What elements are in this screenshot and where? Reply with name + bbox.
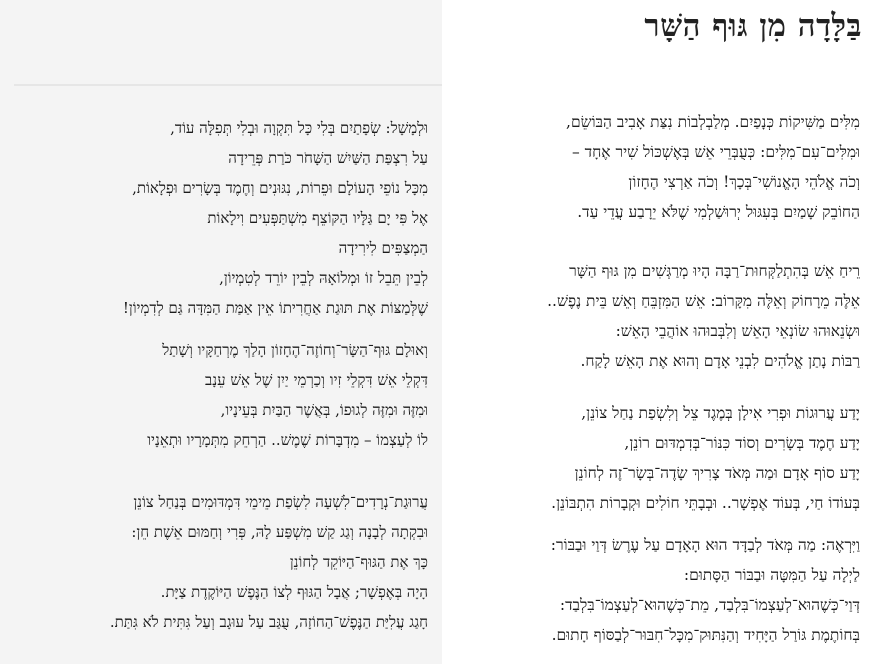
poem-line: לַיְלָה עַל הַמִּטָּה וּבַבּוֹר הַסָּתוּם: [683,566,860,584]
left-stanza-3 [4,487,428,637]
poem-line: עַל רִצְפַּת הַשַּׁיִשׁ הַשָּׁחֹר כֹּרַת פְּרֵידָה [228,149,428,167]
poem-line: וְכֹה אֱלֹהֵי הָאֱנוֹשִׁי־בְּכָךְ! וְכֹה אַרְצִי הֶחָזוֹן [628,173,860,191]
poem-line: בְּעוֹדוֹ חַי, בְּעוֹד אֶפְשָׁר.. וּבְבָתֵּי חוֹלִים וּקְבָרוֹת הִתְבּוֹנֵן. [551,494,860,512]
poem-line: וַיִּרְאֶה: מַה מְּאֹד לְבַדָּד הוּא הָאָדָם עַל עֶרֶשׂ דְּוַי וּבַבּוֹר: [550,536,860,554]
poem-line: לוֹ לְעַצְמוֹ – מִדְבָּרוֹת שֶׁמֶשׁ.. הַרְחֵק מִתְּמָרָיו וּתְאֵנָיו [147,431,428,449]
left-stanza-1 [4,113,428,323]
poem-line: רֵיחַ אֵשׁ בְּהִתְלַקְּחוּת־רַבָּה הָיוּ מְרַגְּשִׁים מִן גּוּף הַשָּׁר [569,262,860,280]
poem-line: יָדַע עֲרוּגוֹת וּפְרִי אִילָן בְּמֶגֶד צֵל וְלִשְׂפַת נַחַל צוֹנֵן, [581,404,860,422]
poem-line: חָגַג עֲלִיַּת הַנֶּפֶשׁ־הַחוֹזָה, עֻגַּב עַל עוּגָב וְעַל גִּתִּית לֹא גִּתַּת. [109,613,428,631]
poem-line: יָדַע סוֹף אָדָם וּמַה מְּאֹד צָרִיךְ שָׂדֶה־בְּשָׂר־זֶה לְחוֹנֵן [574,464,860,482]
poem-line: עֲרוּגַת־נְרָדִים־לִשְׁעָה לִשְׂפַת מֵימֵי דִּמְדּוּמִים בְּנַחַל צוֹנֵן [133,493,428,511]
poem-line: רַבּוֹת נָתַן אֱלֹהִים לִבְנֵי אָדָם וְהוּא אֶת הָאֵשׁ לָקַח. [580,352,860,370]
poem-title: בַּלָּדָה מִן גּוּף הַשָּׁר [644,8,862,44]
poem-line: וּבִקְתָה לְבָנָה וְגַג קַשׁ מִשְׁפַּע לָהּ, פְּרִי וְחַמּוּם אֵשֶׁת חֵן: [131,523,428,541]
poem-line: שֶׁלְּמַצּוֹת אֶת תּוּגַת אַחֲרִיתוֹ אֵין אַמַּת הַמִּדָּה גַּם לְדִמְיוֹן! [122,299,428,317]
poem-line: מִכָּל נוֹפֵי הָעוֹלָם וּפֵרוֹת, נִגּוּנִים וְחֶמֶד בְּשָׂרִים וּפְלָאוֹת, [132,179,428,197]
left-stanza-2 [4,335,428,455]
right-column [442,0,884,664]
poem-line: אֶל פִּי יָם גַּלָּיו הַקּוֹצֵף מִשְׁתַּפְּעִים וִילָאוֹת [207,209,428,227]
poem-line: מִלִּים מַשִּׁיקוֹת כְּנָפַיִם. מְלַבְלְבוֹת נִצַּת אָבִיב הַבּוֹשֵׂם, [566,113,860,131]
poem-line: וּלְמָשָׁל: שְׂפָתַיִם בְּלִי כָּל תִּקְוָה וּבְלִי תְּפִלָּה עוֹד, [170,119,428,137]
poem-line: וּמִזֶּה וּמִזֶּה לְגוּפוֹ, בְּאֲשֶׁר הַבַּיִת בְּעֵינָיו, [220,401,428,419]
poem-line: הָיָה בְּאֶפְשָׁר; אֲבָל הַגּוּף לְצוֹ הַנֶּפֶשׁ הַיּוֹקֶדֶת צַיָּת. [160,583,428,601]
column-top-divider [14,84,442,86]
right-stanza-4 [448,530,860,650]
poem-line: דְּוַי־כְּשֶׁהוּא־לְעַצְמוֹ־בִּלְבַד, מֵת־כְּשֶׁהוּא־לְעַצְמוֹ־בִּלְבַד: [559,596,860,614]
poem-line: כָּךְ אֶת הַגּוּף־הַיּוֹקֵד לְחוֹנֵן [289,553,428,571]
poem-line: אֵלֶּה מֵרָחוֹק וְאֵלֶּה מִקָּרוֹב: אֵשׁ הַמִּזְבֵּחַ וְאֵשׁ בֵּית נֶפֶשׁ.. [547,292,860,310]
poem-line: וְאוּלָם גּוּף־הַשָּׂר־וְחוֹזֶה־הֶחָזוֹן הָלַךְ מֶרְחַקָּיו וְשָׁתַל [162,341,428,359]
right-stanza-1 [448,107,860,227]
poem-line: וּמִלִּים־עִם־מִלִּים: כְּעֻבְּרֵי אֵשׁ בְּאֶשְׁכּוֹל שִׁיר אֶחָד – [571,143,860,161]
poem-line: הַמְצַפִּים לִירִידָה [338,239,428,257]
poem-line: לְבֵין תֵּבֵל זוֹ וּמְלוֹאָהּ לְבֵין יוֹרֵד לְטִמְיוֹן, [219,269,428,287]
poem-line: הַחוֹבֵק שָׁמַיִם בְּעִגּוּל יְרוּשַׁלְמִי שֶׁלֹּא יֵרָבַע עֲדֵי עַד. [577,203,860,221]
poem-line: יָדַע חֶמֶד בְּשָׂרִים וְסוֹד כִּנּוֹר־בְּדִמְדּוּם רוֹנֵן, [624,434,860,452]
right-stanza-2 [448,256,860,376]
poem-line: דִּקְלֵי אֵשׁ דִּקְלֵי זִיו וְכַרְמֵי יַיִן שֶׁל אֵשׁ עֵנָב [204,371,428,389]
right-stanza-3 [448,398,860,518]
poem-line: וּשְׂנֵאוּהוּ שׂוֹנְאֵי הָאֵשׁ וְלִבְּבוּהוּ אוֹהֲבֵי הָאֵשׁ: [615,322,860,340]
poem-line: בְּחוֹתֶמֶת גּוֹרַל הַיָּחִיד וְהַנִּתּוּק־מִכָּל־חִבּוּר־לְבַסּוֹף חָתוּם. [551,626,860,644]
